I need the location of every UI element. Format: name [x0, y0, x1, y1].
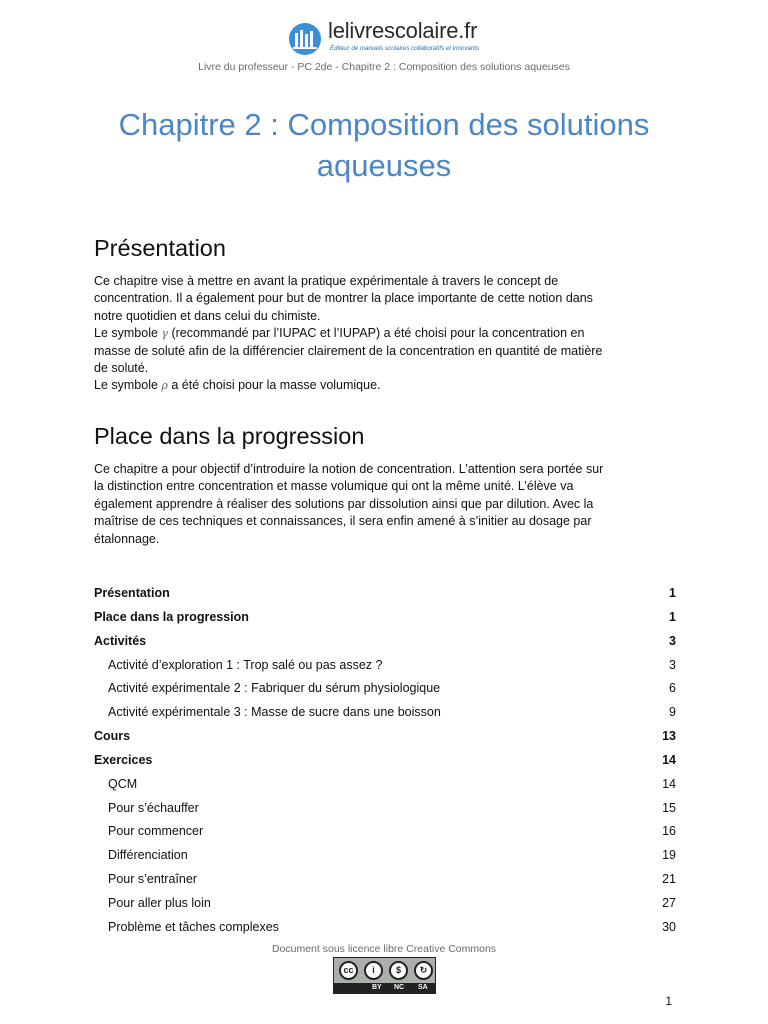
toc-entry[interactable] — [94, 679, 676, 703]
toc-page: 15 — [662, 800, 676, 815]
cc-label: NC — [394, 984, 405, 991]
text-line: maîtrise de ces techniques et connaissances, il sera enfin amené à s’initier au dosage par — [94, 514, 592, 529]
running-header: Livre du professeur - PC 2de - Chapitre 2 : Composition des solutions aqueuses — [198, 61, 570, 73]
toc-label: Pour aller plus loin — [108, 895, 211, 910]
toc-label: Présentation — [94, 586, 170, 600]
text-line: concentration. Il a également pour but de montrer la place importante de cette notion dans — [94, 291, 593, 306]
chapter-title: Chapitre 2 : Composition des solutions aqueuses — [118, 107, 650, 183]
toc-label: Place dans la progression — [94, 609, 249, 624]
toc-label: Activité expérimentale 2 : Fabriquer du sérum physiologique — [108, 681, 441, 696]
toc-page: 14 — [662, 776, 676, 791]
text-line: Ce chapitre vise à mettre en avant la pratique expérimentale à travers le concept de — [94, 274, 559, 288]
text-line: Ce chapitre a pour objectif d’introduire la notion de concentration. L’attention sera portée sur — [94, 462, 604, 476]
toc-entry[interactable] — [94, 846, 676, 870]
toc-label: Activité d’exploration 1 : Trop salé ou pas assez ? — [108, 657, 383, 672]
toc-label: Pour s’échauffer — [108, 800, 199, 815]
toc-entry[interactable] — [94, 799, 676, 823]
toc-page: 27 — [662, 895, 676, 910]
gamma-symbol: γ — [161, 327, 168, 341]
toc-entry[interactable] — [94, 656, 676, 680]
toc-label: Problème et tâches complexes — [108, 919, 279, 934]
symbol-intro: Le symbole — [94, 326, 158, 341]
rho-symbol: ρ — [161, 379, 168, 393]
text-line: notre quotidien et dans celui du chimiste. — [94, 308, 321, 323]
text-line-gamma — [94, 325, 676, 342]
toc-label: Activités — [94, 633, 147, 648]
toc-page: 14 — [662, 752, 676, 767]
symbol-intro: Le symbole — [94, 378, 158, 393]
cc-icon: cc — [339, 961, 358, 980]
publisher-logo — [288, 18, 488, 58]
toc-label: Différenciation — [108, 848, 188, 863]
text-line: masse de soluté afin de la différencier clairement de la concentration en quantité de matière — [94, 343, 603, 358]
toc-page: 6 — [669, 681, 676, 696]
section-heading-progression: Place dans la progression — [94, 423, 365, 449]
cc-label: SA — [418, 984, 428, 991]
toc-label: Pour s’entraîner — [108, 872, 197, 887]
text-line: étalonnage. — [94, 531, 160, 546]
toc-label: Exercices — [94, 752, 153, 767]
toc-entry[interactable] — [94, 775, 676, 799]
toc-entry[interactable] — [94, 632, 676, 656]
text-fragment: a été choisi pour la masse volumique. — [171, 378, 381, 393]
progression-paragraph — [94, 461, 676, 548]
toc-page: 3 — [669, 633, 676, 648]
toc-page: 30 — [662, 919, 676, 934]
book-stack-logo-icon — [288, 22, 324, 56]
text-line-rho — [94, 377, 676, 394]
text-line: la distinction entre concentration et masse volumique qui ont la même unité. L’élève va — [94, 479, 574, 494]
text-fragment: (recommandé par l’IUPAC et l’IUPAP) a été choisi pour la concentration en — [171, 326, 585, 341]
toc-entry[interactable] — [94, 703, 676, 727]
text-line: de soluté. — [94, 361, 149, 376]
sharealike-icon: ↻ — [414, 961, 433, 980]
attribution-icon: i — [364, 961, 383, 980]
text-line: également apprendre à réaliser des solutions par dissolution ainsi que par dilution. Avec la — [94, 496, 594, 511]
toc-page: 19 — [662, 848, 676, 863]
logo-wordmark: lelivrescolaire.fr — [328, 18, 478, 43]
toc-label: Pour commencer — [108, 824, 204, 839]
noncommercial-icon: $ — [389, 961, 408, 980]
toc-entry[interactable] — [94, 894, 676, 918]
section-heading-presentation: Présentation — [94, 235, 226, 261]
toc-entry[interactable] — [94, 727, 676, 751]
toc-label: Activité expérimentale 3 : Masse de sucre dans une boisson — [108, 705, 441, 720]
toc-entry[interactable] — [94, 870, 676, 894]
toc-page: 13 — [662, 729, 676, 744]
toc-label: Cours — [94, 729, 131, 744]
toc-page: 3 — [669, 657, 676, 672]
toc-label: QCM — [108, 776, 138, 791]
toc-entry[interactable] — [94, 751, 676, 775]
toc-page: 9 — [669, 705, 676, 720]
toc-entry[interactable] — [94, 822, 676, 846]
toc-entry[interactable] — [94, 584, 676, 608]
page-number: 1 — [665, 994, 672, 1008]
creative-commons-badge[interactable] — [333, 957, 436, 994]
toc-entry[interactable] — [94, 608, 676, 632]
toc-entry[interactable] — [94, 918, 676, 942]
toc-page: 21 — [662, 872, 676, 887]
toc-page: 16 — [662, 824, 676, 839]
toc-page: 1 — [669, 609, 676, 624]
logo-tagline: Éditeur de manuels scolaires collaboratifs et innovants — [330, 45, 480, 52]
license-note: Document sous licence libre Creative Commons — [271, 943, 497, 955]
cc-label: BY — [372, 984, 382, 991]
presentation-paragraph — [94, 273, 676, 395]
table-of-contents — [94, 584, 676, 942]
toc-page: 1 — [669, 586, 676, 600]
